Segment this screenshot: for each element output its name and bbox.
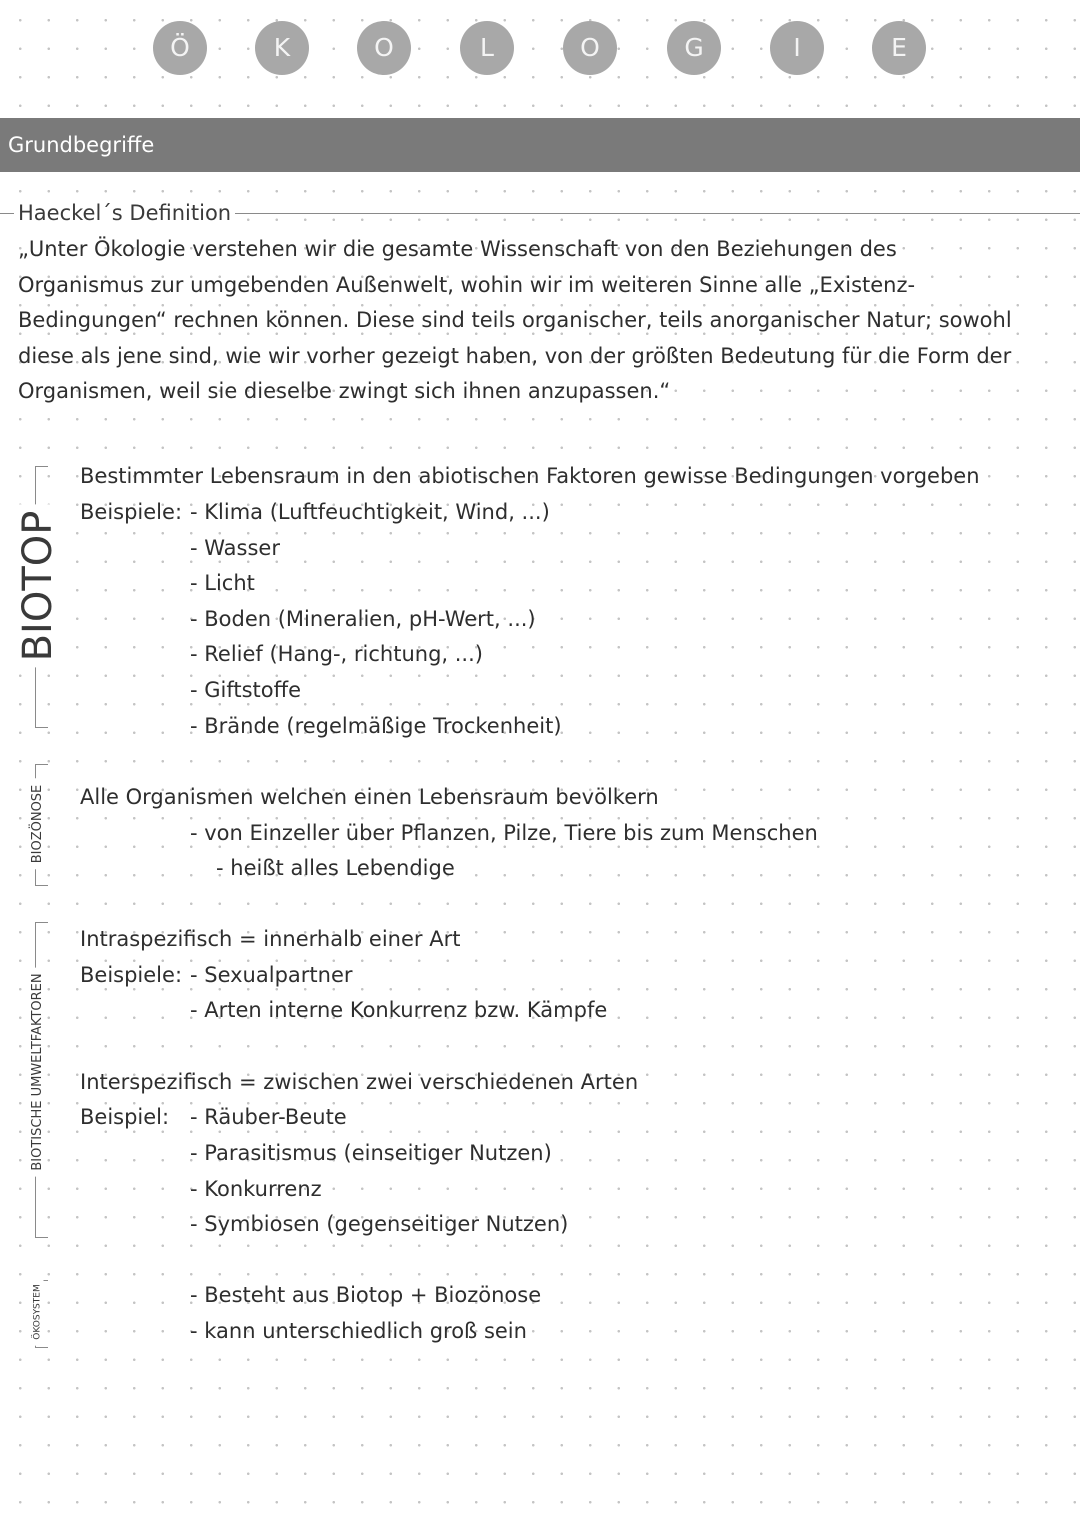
biotop-item: - Wasser (190, 536, 280, 560)
inter-example-label: Beispiel: (80, 1105, 170, 1129)
section-title: Grundbegriffe (8, 133, 155, 157)
oekosystem-item: - kann unterschiedlich groß sein (190, 1319, 527, 1343)
inter-item: - Räuber-Beute (190, 1105, 347, 1129)
inter-item: - Konkurrenz (190, 1177, 322, 1201)
quote-line: Bedingungen“ rechnen können. Diese sind teils organischer, teils anorganischer Natur; sowohl (18, 308, 1012, 333)
intra-examples-label: Beispiele: (80, 963, 183, 987)
biozoenose-intro: Alle Organismen welchen einen Lebensraum bevölkern (80, 785, 659, 809)
definition-quote (18, 232, 1058, 410)
title-letter: E (872, 21, 926, 75)
biotische-label: BIOTISCHE UMWELTFAKTOREN (30, 967, 46, 1176)
quote-line: diese als jene sind, wie wir vorher gezeigt haben, von der größten Bedeutung für die Form der (18, 343, 1012, 368)
biotop-examples-label: Beispiele: (80, 500, 183, 524)
inter-item: - Parasitismus (einseitiger Nutzen) (190, 1141, 552, 1165)
biotop-label: BIOTOP (15, 505, 61, 668)
quote-line: Organismus zur umgebenden Außenwelt, wohin wir im weiteren Sinne alle „Existenz- (18, 272, 916, 297)
biotop-item: - Boden (Mineralien, pH-Wert, ...) (190, 607, 536, 631)
title-letter: O (563, 21, 617, 75)
section-banner (0, 118, 1080, 172)
title-letter: G (667, 21, 721, 75)
biotop-item: - Relief (Hang-, richtung, ...) (190, 642, 483, 666)
title-letter: Ö (153, 21, 207, 75)
title-letters (0, 0, 1080, 100)
intra-item: - Arten interne Konkurrenz bzw. Kämpfe (190, 998, 608, 1022)
title-letter: K (255, 21, 309, 75)
inter-item: - Symbiosen (gegenseitiger Nutzen) (190, 1212, 569, 1236)
title-letter: I (770, 21, 824, 75)
intra-title: Intraspezifisch = innerhalb einer Art (80, 927, 461, 951)
biotop-intro: Bestimmter Lebensraum in den abiotischen Faktoren gewisse Bedingungen vorgeben (80, 464, 980, 488)
oekosystem-item: - Besteht aus Biotop + Biozönose (190, 1283, 542, 1307)
biotop-item: - Klima (Luftfeuchtigkeit, Wind, ...) (190, 500, 550, 524)
biotop-item: - Brände (regelmäßige Trockenheit) (190, 714, 562, 738)
biotop-item: - Licht (190, 571, 255, 595)
quote-line: „Unter Ökologie verstehen wir die gesamte Wissenschaft von den Beziehungen des (18, 237, 897, 261)
intra-item: - Sexualpartner (190, 963, 353, 987)
oekosystem-label: ÖKOSYSTEM (33, 1278, 44, 1345)
biozoenose-label: BIOZÖNOSE (30, 779, 46, 870)
biozoenose-item: - heißt alles Lebendige (216, 856, 455, 880)
title-letter: L (460, 21, 514, 75)
quote-line: Organismen, weil sie dieselbe zwingt sich ihnen anzupassen.“ (18, 379, 671, 404)
title-letter: O (357, 21, 411, 75)
biozoenose-item: - von Einzeller über Pflanzen, Pilze, Tiere bis zum Menschen (190, 821, 818, 845)
biotop-item: - Giftstoffe (190, 678, 302, 702)
inter-title: Interspezifisch = zwischen zwei verschiedenen Arten (80, 1070, 639, 1094)
definition-title: Haeckel´s Definition (14, 198, 235, 228)
